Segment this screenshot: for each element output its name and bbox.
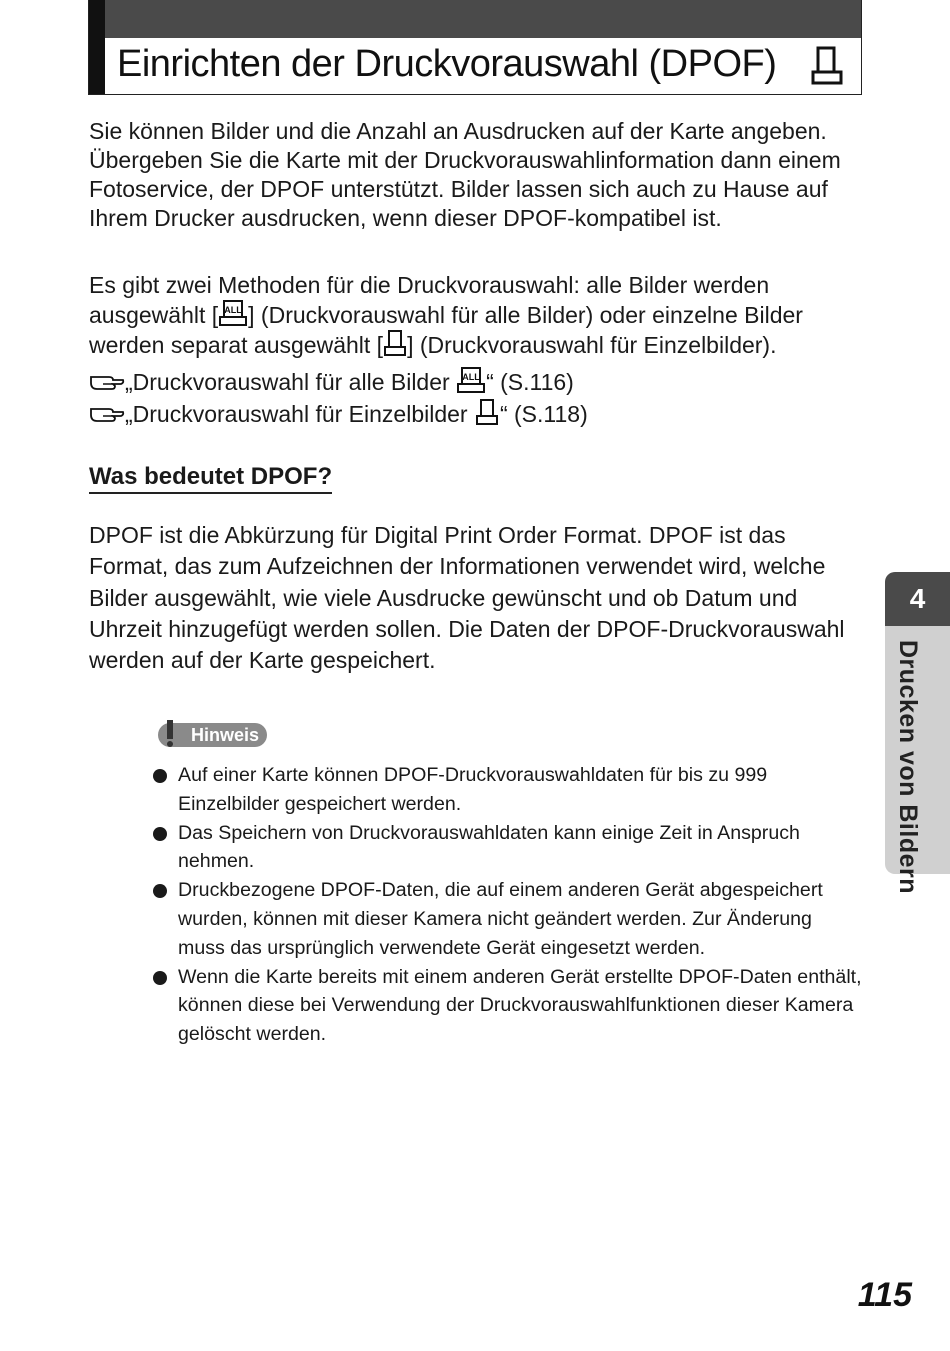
- reference-link-single-images[interactable]: [89, 399, 588, 429]
- print-single-icon: [383, 330, 407, 356]
- intro-p2-part-b: ] (Druckvorauswahl für alle Bilder) oder einzelne Bilder werden separat ausgewählt [: [89, 302, 803, 358]
- intro-p2-part-a: Es gibt zwei Methoden für die Druckvorauswahl: alle Bilder werden ausgewählt [: [89, 272, 770, 328]
- intro-p2-part-c: ] (Druckvorauswahl für Einzelbilder).: [407, 332, 777, 358]
- page-number: 115: [857, 1276, 912, 1314]
- intro-paragraph-1: Sie können Bilder und die Anzahl an Ausdrucken auf der Karte angeben. Übergeben Sie die Karte mit der Druckvorauswahlinformation dann einem Fotoservice, der DPOF unterstützt. Bilder lassen sich auch zu Hause auf Ihrem Drucker ausdrucken, wenn dieser DPOF-kompatibel ist.: [89, 118, 841, 231]
- section-paragraph: DPOF ist die Abkürzung für Digital Print Order Format. DPOF ist das Format, das zum Aufzeichnen der Informationen verwendet wird, welche Bilder ausgewählt, wie viele Ausdrucke gewünscht und ob Datum und Uhrzeit hinzugefügt werden sollen. Die Daten der DPOF-Druckvorauswahl werden auf der Karte gespeichert.: [89, 522, 845, 674]
- warning-icon: [155, 720, 185, 750]
- hint-list: [152, 761, 864, 1049]
- title-top-bar: [89, 0, 861, 38]
- reference-suffix: “ (S.116): [486, 369, 574, 395]
- section-heading: Was bedeutet DPOF?: [89, 462, 332, 494]
- list-item: Druckbezogene DPOF-Daten, die auf einem anderen Gerät abgespeichert wurden, können mit dieser Kamera nicht geändert werden. Zur Änderung muss das ursprünglich verwendete Gerät eingesetzt werden.: [152, 876, 864, 962]
- hint-label: Hinweis: [161, 723, 267, 747]
- list-item: Das Speichern von Druckvorauswahldaten kann einige Zeit in Anspruch nehmen.: [152, 819, 864, 877]
- print-single-icon: [811, 46, 843, 86]
- pointing-hand-icon: [89, 403, 125, 425]
- chapter-label: Drucken von Bildern: [894, 640, 922, 894]
- title-box: [88, 0, 862, 95]
- pointing-hand-icon: [89, 371, 125, 393]
- print-single-icon: [474, 399, 500, 425]
- print-all-icon: [218, 300, 248, 326]
- chapter-side-tab[interactable]: [885, 572, 950, 894]
- title-left-bar: [89, 0, 105, 94]
- hint-badge: [155, 722, 267, 748]
- list-item: Wenn die Karte bereits mit einem anderen Gerät erstellte DPOF-Daten enthält, können diese bei Verwendung der Druckvorauswahlfunktionen dieser Kamera gelöscht werden.: [152, 963, 864, 1049]
- reference-link-all-images[interactable]: [89, 367, 574, 397]
- page-title: Einrichten der Druckvorauswahl (DPOF): [117, 43, 777, 85]
- svg-text:ALL: ALL: [462, 372, 480, 382]
- reference-prefix: „Druckvorauswahl für Einzelbilder: [125, 401, 474, 427]
- reference-suffix: “ (S.118): [499, 401, 588, 427]
- list-item: Auf einer Karte können DPOF-Druckvorauswahldaten für bis zu 999 Einzelbilder gespeichert werden.: [152, 761, 864, 819]
- print-all-icon: [456, 367, 486, 393]
- svg-text:ALL: ALL: [224, 305, 242, 315]
- reference-prefix: „Druckvorauswahl für alle Bilder: [125, 369, 457, 395]
- chapter-number: 4: [885, 572, 950, 626]
- intro-paragraph-2: [89, 271, 864, 360]
